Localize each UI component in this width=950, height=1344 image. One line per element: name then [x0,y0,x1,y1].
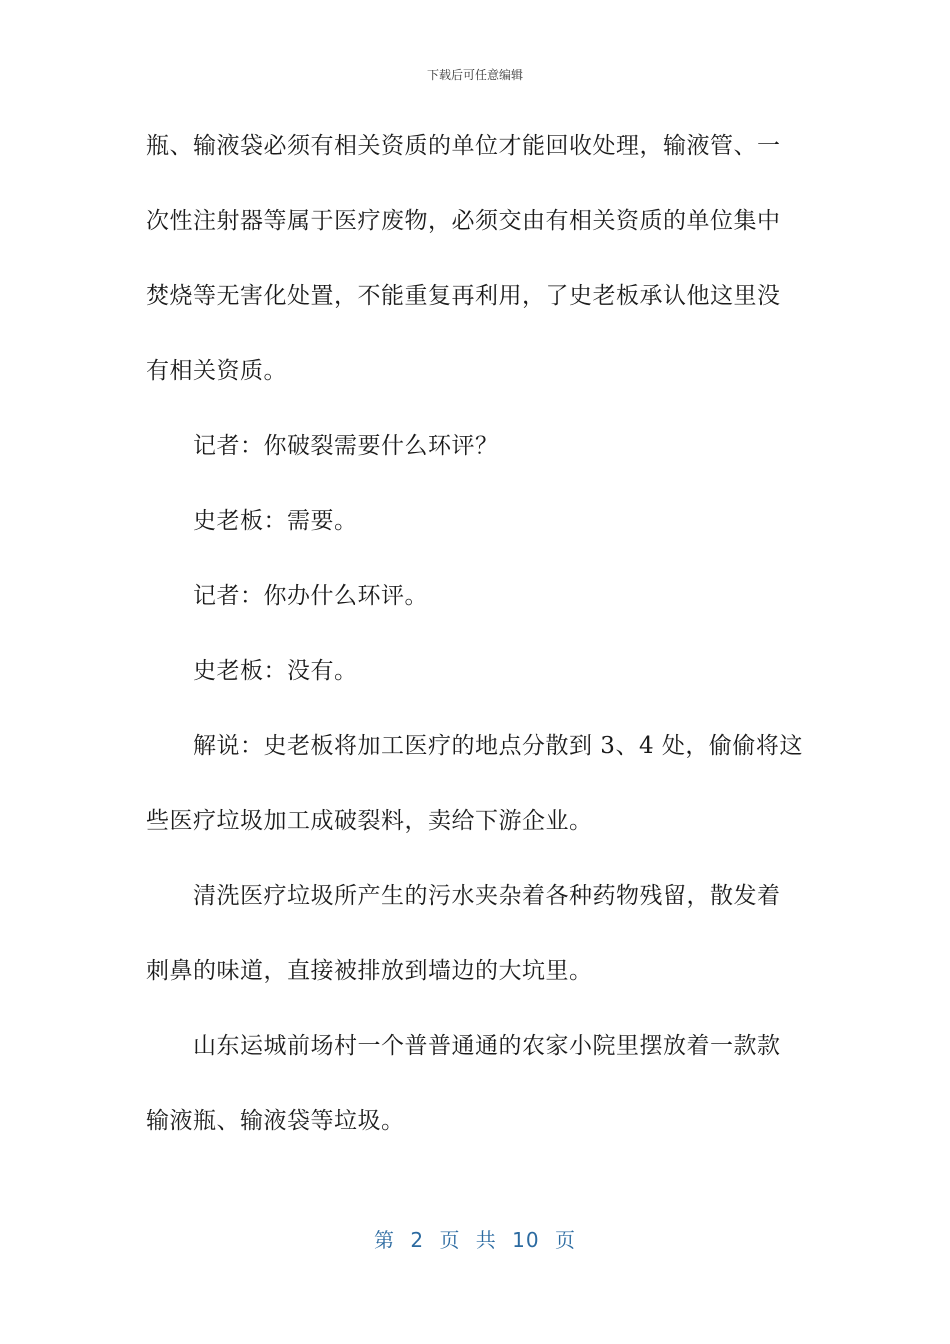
text-line: 史老板：没有。 [193,658,358,684]
text-line: 些医疗垃圾加工成破裂料，卖给下游企业。 [146,808,593,834]
document-body [146,126,806,1176]
page-number: 第 2 页 共 10 页 [374,1228,576,1252]
text-line: 记者：你破裂需要什么环评？ [193,433,499,459]
text-line: 焚烧等无害化处置，不能重复再利用，了史老板承认他这里没 [146,283,781,309]
text-line: 次性注射器等属于医疗废物，必须交由有相关资质的单位集中 [146,208,781,234]
text-line: 输液瓶、输液袋等垃圾。 [146,1108,405,1134]
text-line: 清洗医疗垃圾所产生的污水夹杂着各种药物残留，散发着 [193,883,781,909]
text-line: 有相关资质。 [146,358,287,384]
text-line: 史老板：需要。 [193,508,358,534]
text-line: 瓶、输液袋必须有相关资质的单位才能回收处理，输液管、一 [146,133,781,159]
page-header: 下载后可任意编辑 [426,68,523,82]
text-line: 刺鼻的味道，直接被排放到墙边的大坑里。 [146,958,593,984]
text-line: 记者：你办什么环评。 [193,583,428,609]
text-line: 山东运城前场村一个普普通通的农家小院里摆放着一款款 [193,1033,781,1059]
text-line: 解说：史老板将加工医疗的地点分散到 3、4 处，偷偷将这 [193,733,803,759]
